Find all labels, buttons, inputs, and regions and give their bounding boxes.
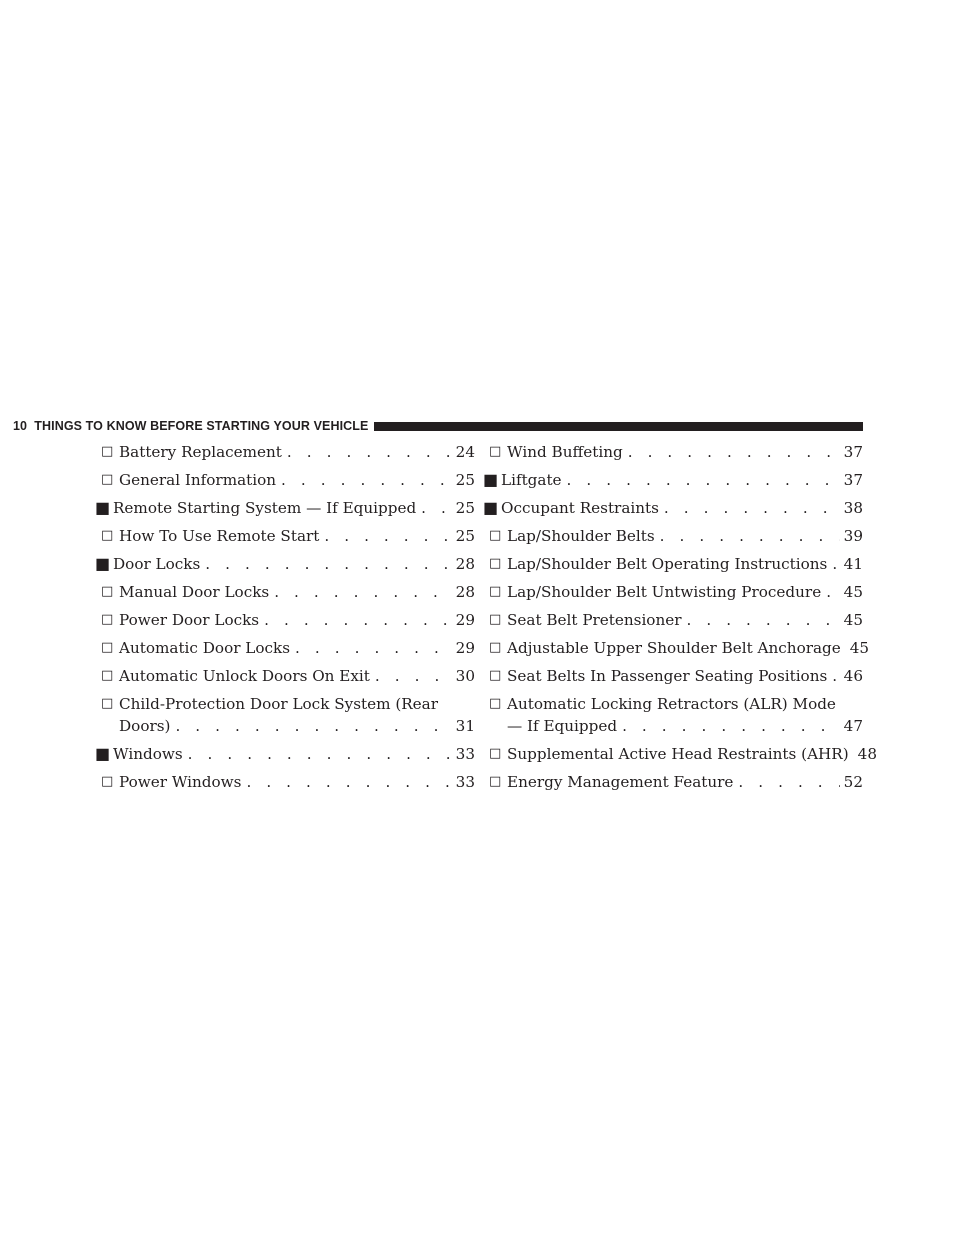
- toc-entry[interactable]: [483, 553, 863, 575]
- dot-leader: [826, 581, 839, 603]
- toc-entry-page: 37: [843, 471, 863, 489]
- toc-entry-title: Occupant Restraints: [501, 499, 659, 517]
- toc-entry[interactable]: [483, 665, 863, 687]
- subsection-box-icon: □: [101, 696, 114, 711]
- subsection-box-icon: □: [489, 746, 502, 761]
- toc-entry-title: Energy Management Feature: [507, 773, 734, 791]
- header-text: [13, 419, 368, 433]
- toc-entry-page: 28: [455, 555, 475, 573]
- dot-leader: [264, 609, 452, 631]
- subsection-box-icon: □: [101, 774, 114, 789]
- toc-entry[interactable]: [95, 743, 475, 765]
- toc-entry-title: Automatic Unlock Doors On Exit: [119, 667, 370, 685]
- subsection-box-icon: □: [101, 612, 114, 627]
- toc-entry-page: 46: [843, 667, 863, 685]
- toc-entry[interactable]: [483, 441, 863, 463]
- dot-leader: [567, 469, 840, 491]
- toc-entry-title: Lap/Shoulder Belt Operating Instructions: [507, 555, 828, 573]
- toc-entry-page: 52: [843, 773, 863, 791]
- toc-entry-page: 28: [455, 583, 475, 601]
- subsection-box-icon: □: [101, 472, 114, 487]
- dot-leader: [324, 525, 451, 547]
- toc-entry-page: 25: [455, 471, 475, 489]
- toc-entry[interactable]: [483, 743, 877, 765]
- toc-entry-page: 45: [849, 639, 870, 657]
- toc-entry[interactable]: [95, 581, 475, 603]
- dot-leader: [295, 637, 452, 659]
- toc-entry-title: Power Windows: [119, 773, 242, 791]
- toc-entry-page: 29: [455, 611, 475, 629]
- toc-entry[interactable]: [95, 637, 475, 659]
- header-rule: [374, 422, 863, 431]
- toc-entry-title: General Information: [119, 471, 277, 489]
- toc-entry-page: 39: [843, 527, 863, 545]
- toc-entry[interactable]: [483, 637, 870, 659]
- section-square-icon: ■: [95, 744, 111, 763]
- toc-entry-page: 38: [843, 499, 863, 517]
- toc-entry-title: Lap/Shoulder Belt Untwisting Procedure: [507, 583, 822, 601]
- toc-entry[interactable]: [483, 771, 863, 793]
- subsection-box-icon: □: [489, 640, 502, 655]
- dot-leader: [175, 715, 451, 737]
- dot-leader: [281, 469, 452, 491]
- toc-entry[interactable]: [483, 581, 863, 603]
- dot-leader: [205, 553, 451, 575]
- toc-entry[interactable]: [483, 609, 863, 631]
- section-square-icon: ■: [483, 498, 499, 517]
- toc-entry-page: 33: [455, 773, 475, 791]
- toc-entry-page: 48: [857, 745, 877, 763]
- toc-column-left: [95, 441, 475, 799]
- subsection-box-icon: □: [101, 444, 114, 459]
- dot-leader: [832, 553, 839, 575]
- toc-entry[interactable]: [483, 693, 863, 737]
- toc-entry[interactable]: [95, 441, 475, 463]
- toc-entry[interactable]: [95, 665, 475, 687]
- dot-leader: [375, 665, 452, 687]
- subsection-box-icon: □: [101, 668, 114, 683]
- toc-entry-page: 29: [455, 639, 475, 657]
- dot-leader: [287, 441, 452, 463]
- toc-entry-title: Windows: [113, 745, 183, 763]
- toc-entry-page: 31: [455, 717, 475, 735]
- toc-entry[interactable]: [483, 525, 863, 547]
- toc-entry-page: 25: [455, 499, 475, 517]
- dot-leader: [274, 581, 451, 603]
- subsection-box-icon: □: [489, 584, 502, 599]
- dot-leader: [738, 771, 839, 793]
- subsection-box-icon: □: [489, 774, 502, 789]
- toc-entry-page: 45: [843, 611, 863, 629]
- toc-entry[interactable]: [95, 771, 475, 793]
- toc-entry-page: 30: [455, 667, 475, 685]
- toc-entry[interactable]: [95, 693, 475, 737]
- toc-entry[interactable]: [95, 609, 475, 631]
- toc-entry-page: 33: [455, 745, 475, 763]
- subsection-box-icon: □: [489, 528, 502, 543]
- header-page-number: 10: [13, 419, 28, 433]
- dot-leader: [622, 715, 840, 737]
- toc-entry-title: Automatic Door Locks: [119, 639, 291, 657]
- toc-entry[interactable]: [95, 469, 475, 491]
- subsection-box-icon: □: [101, 640, 114, 655]
- toc-entry[interactable]: [95, 553, 475, 575]
- subsection-box-icon: □: [489, 556, 502, 571]
- dot-leader: [832, 665, 839, 687]
- dot-leader: [246, 771, 451, 793]
- toc-entry-title: Door Locks: [113, 555, 201, 573]
- dot-leader: [628, 441, 840, 463]
- toc-entry-title: Remote Starting System — If Equipped: [113, 499, 417, 517]
- toc-entry-title: Manual Door Locks: [119, 583, 270, 601]
- toc-entry-title: Automatic Locking Retractors (ALR) Mode: [507, 695, 836, 713]
- toc-entry-title: Wind Buffeting: [507, 443, 623, 461]
- toc-entry-title: Seat Belts In Passenger Seating Positions: [507, 667, 828, 685]
- subsection-box-icon: □: [489, 612, 502, 627]
- section-square-icon: ■: [95, 554, 111, 573]
- dot-leader: [686, 609, 839, 631]
- toc-entry-page: 45: [843, 583, 863, 601]
- toc-entry-title: How To Use Remote Start: [119, 527, 320, 545]
- toc-entry-title: Power Door Locks: [119, 611, 260, 629]
- dot-leader: [660, 525, 840, 547]
- toc-entry-title: Liftgate: [501, 471, 562, 489]
- dot-leader: [421, 497, 452, 519]
- toc-entry-page: 25: [455, 527, 475, 545]
- toc-entry-page: 37: [843, 443, 863, 461]
- toc-column-right: [483, 441, 877, 799]
- toc-entry-title: Seat Belt Pretensioner: [507, 611, 682, 629]
- toc-entry-title-continuation: Doors): [119, 717, 171, 735]
- toc-entry-title: Battery Replacement: [119, 443, 282, 461]
- toc-entry-page: 47: [843, 717, 863, 735]
- toc-entry[interactable]: [95, 525, 475, 547]
- toc-entry-title: Lap/Shoulder Belts: [507, 527, 655, 545]
- subsection-box-icon: □: [101, 584, 114, 599]
- header-title: THINGS TO KNOW BEFORE STARTING YOUR VEHICLE: [34, 419, 369, 433]
- dot-leader: [188, 743, 452, 765]
- section-square-icon: ■: [95, 498, 111, 517]
- toc-entry-title: Child-Protection Door Lock System (Rear: [119, 695, 438, 713]
- toc-entry-title: Supplemental Active Head Restraints (AHR): [507, 745, 849, 763]
- subsection-box-icon: □: [101, 528, 114, 543]
- subsection-box-icon: □: [489, 444, 502, 459]
- toc-entry[interactable]: [483, 469, 863, 491]
- toc-entry-page: 24: [455, 443, 475, 461]
- page-header: [13, 418, 863, 434]
- toc-entry[interactable]: [483, 497, 863, 519]
- subsection-box-icon: □: [489, 696, 502, 711]
- section-square-icon: ■: [483, 470, 499, 489]
- toc-entry[interactable]: [95, 497, 475, 519]
- dot-leader: [664, 497, 840, 519]
- toc-entry-title: Adjustable Upper Shoulder Belt Anchorage: [507, 639, 841, 657]
- toc-entry-title-continuation: — If Equipped: [507, 717, 618, 735]
- toc-entry-page: 41: [843, 555, 863, 573]
- subsection-box-icon: □: [489, 668, 502, 683]
